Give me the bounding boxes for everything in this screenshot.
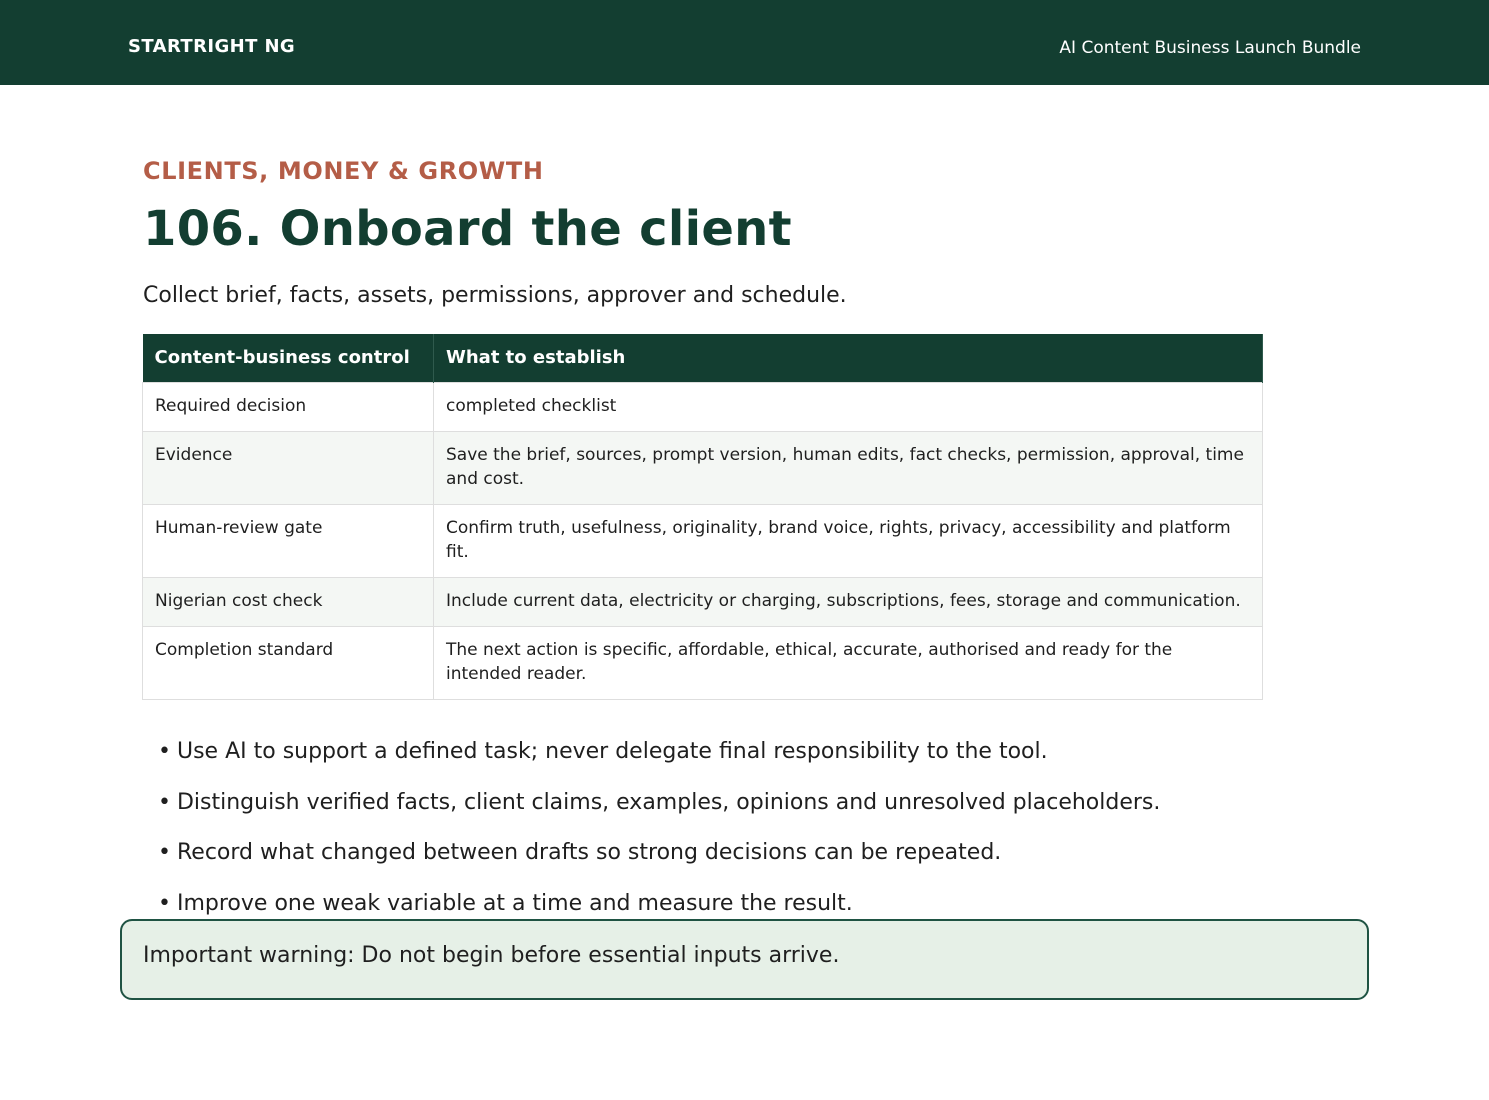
bullet-icon: • <box>158 890 171 916</box>
table-row <box>143 431 1263 504</box>
top-bar <box>0 0 1489 85</box>
page-subtitle: Collect brief, facts, assets, permissions, approver and schedule. <box>143 283 847 308</box>
establish-cell: Confirm truth, usefulness, originality, brand voice, rights, privacy, accessibility and platform fit. <box>434 504 1263 577</box>
table-row <box>143 504 1263 577</box>
establish-cell: The next action is specific, affordable, ethical, accurate, authorised and ready for the intended reader. <box>434 626 1263 699</box>
warning-text: Important warning: Do not begin before essential inputs arrive. <box>143 943 840 968</box>
establish-cell: completed checklist <box>434 382 1263 431</box>
page-title: 106. Onboard the client <box>143 201 792 257</box>
guidance-list <box>158 732 1160 934</box>
list-item-text: Use AI to support a defined task; never delegate final responsibility to the tool. <box>176 739 1048 764</box>
bullet-icon: • <box>158 789 171 815</box>
control-cell: Evidence <box>143 431 434 504</box>
table-row <box>143 626 1263 699</box>
establish-cell: Include current data, electricity or charging, subscriptions, fees, storage and communication. <box>434 577 1263 626</box>
bullet-icon: • <box>158 739 171 764</box>
table-row <box>143 577 1263 626</box>
section-label: CLIENTS, MONEY & GROWTH <box>143 157 544 185</box>
control-cell: Nigerian cost check <box>143 577 434 626</box>
list-item-text: Distinguish verified facts, client claims, examples, opinions and unresolved placeholders. <box>176 789 1161 815</box>
table-header-row <box>143 334 1263 382</box>
bullet-icon: • <box>158 840 171 865</box>
column-header-establish: What to establish <box>434 334 1263 382</box>
establish-cell: Save the brief, sources, prompt version, human edits, fact checks, permission, approval, time and cost. <box>434 431 1263 504</box>
bundle-name: AI Content Business Launch Bundle <box>1059 38 1361 58</box>
list-item-text: Improve one weak variable at a time and measure the result. <box>176 890 853 916</box>
list-item <box>158 732 1160 783</box>
controls-table <box>142 334 1263 700</box>
control-cell: Required decision <box>143 382 434 431</box>
list-item <box>158 833 1160 884</box>
list-item-text: Record what changed between drafts so strong decisions can be repeated. <box>176 840 1002 865</box>
table-row <box>143 382 1263 431</box>
warning-box <box>120 919 1369 1000</box>
list-item <box>158 783 1160 834</box>
column-header-control: Content-business control <box>143 334 434 382</box>
control-cell: Completion standard <box>143 626 434 699</box>
control-cell: Human-review gate <box>143 504 434 577</box>
brand-name: STARTRIGHT NG <box>128 36 296 57</box>
